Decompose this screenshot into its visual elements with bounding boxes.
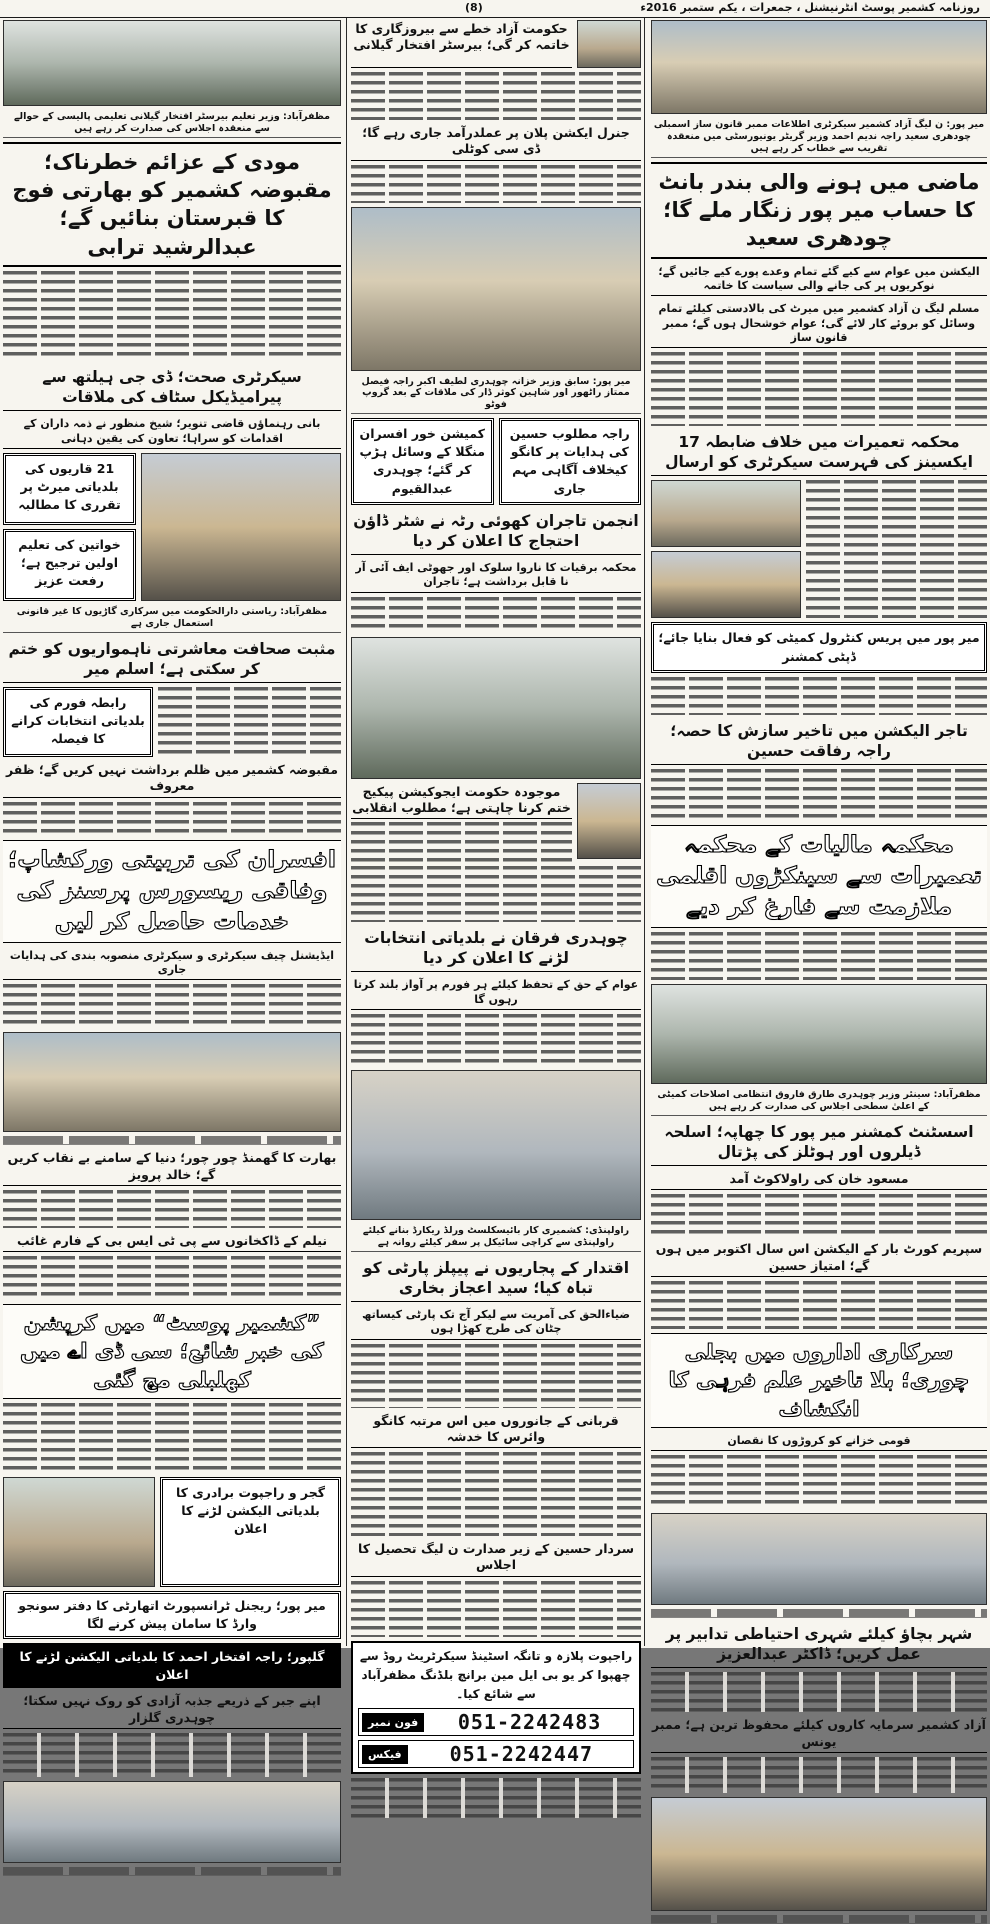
headline-health-secretary: سیکرٹری صحت؛ ڈی جی ہیلتھ سے پیرامیڈیکل سٹاف کی ملاقات xyxy=(3,365,341,411)
body-text xyxy=(351,866,641,922)
photo-crowd-gathering xyxy=(651,20,987,114)
headline-supreme-court: سپریم کورٹ بار کے الیکشن اس سال اکتوبر میں ہوں گے؛ امتیاز حسین xyxy=(651,1240,987,1277)
headline-nleague-session: سردار حسین کے زیر صدارت ن لیگ تحصیل کا اجلاس xyxy=(351,1540,641,1577)
imprint-text: راجپوت پلازہ و تانگہ اسٹینڈ سیکرٹریٹ روڈ سے چھپوا کر یو بی ایل مین برانچ بلڈنگ مظفرآباد سے شائع کیا۔ xyxy=(359,1648,633,1701)
headline-lead-right: ماضی میں ہونے والی بندر بانٹ کا حساب میر پور زنگار ملے گا؛ چودھری سعید xyxy=(651,162,987,259)
headline-ac-raid: اسسٹنٹ کمشنر میر پور کا چھاپہ؛ اسلحہ ڈیلروں اور ہوٹلز کی پڑتال xyxy=(651,1120,987,1166)
body-text xyxy=(3,271,341,361)
deck-furqan: عوام کے حق کے تحفظ کیلئے ہر فورم پر آواز بلند کرتا رہوں گا xyxy=(351,976,641,1010)
photo-caption: مظفرآباد: وزیر تعلیم بیرسٹر افتخار گیلانی تعلیمی پالیسی کے حوالے سے منعقدہ اجلاس کی صدارت کر رہے ہیں xyxy=(3,110,341,138)
body-text xyxy=(806,480,987,618)
photo-caption: میر پور: سابق وزیر خزانہ چوہدری لطیف اکبر راجہ فیصل ممتاز راٹھور اور شاہین کوثر ڈار کی ملاقات کے بعد گروپ فوٹو xyxy=(351,375,641,415)
masthead xyxy=(0,0,990,17)
education-story xyxy=(351,783,641,863)
headline-power-theft: سرکاری اداروں میں بجلی چوری؛ بلا تاخیر علم فرہی کا انکشاف xyxy=(651,1333,987,1428)
deck-line: الیکشن میں عوام سے کیے گئے تمام وعدے پورے کیے جائیں گے؛ نوکریوں پر کی جانے والی سیاست کا خاتمہ xyxy=(651,263,987,297)
body-text xyxy=(3,1403,341,1473)
headline-finance-dismissals: محکمہ مالیات کے محکمہ تعمیرات سے سینکڑوں اقلمی ملازمت سے فارغ کر دیے xyxy=(651,825,987,928)
photo-portrait-official-2 xyxy=(651,551,801,618)
headline-neelum-forms: نیلم کے ڈاکخانوں سے پی ٹی ایس بی کے فارم غائب xyxy=(3,1232,341,1252)
headline-oppression: مقبوضہ کشمیر میں ظلم برداشت نہیں کریں گے؛ ظفر معروف xyxy=(3,761,341,798)
photo-caption-greeked xyxy=(3,1136,341,1145)
headline-furqan-elections: چوہدری فرقان نے بلدیاتی انتخابات لڑنے کا اعلان کر دیا xyxy=(351,926,641,972)
body-text xyxy=(3,1733,341,1777)
photo-award-ceremony xyxy=(351,637,641,779)
body-text xyxy=(351,822,572,862)
deck-training: ایڈیشنل چیف سیکرٹری و سیکرٹری منصوبہ بندی کی ہدایات جاری xyxy=(3,947,341,981)
headline-lead-left: مودی کے عزائم خطرناک؛ مقبوضہ کشمیر کو بھارتی فوج کا قبرستان بنائیں گے؛ عبدالرشید ترابی xyxy=(3,142,341,267)
body-text xyxy=(351,1344,641,1408)
photo-portrait-inqilabi xyxy=(577,783,641,859)
inverted-headline-gulpur: گلپور؛ راجہ افتخار احمد کا بلدیاتی الیکشن لڑنے کا اعلان xyxy=(3,1643,341,1688)
boxed-headline-21-qaris: 21 قاریوں کی بلدیاتی میرٹ پر تقرری کا مطالبہ xyxy=(3,453,136,525)
phone-row xyxy=(358,1708,634,1736)
headline-positive-journalism: مثبت صحافت معاشرتی ناہمواریوں کو ختم کر سکتی ہے؛ اسلم میر xyxy=(3,637,341,683)
boxed-headline-rabta-forum: رابطہ فورم کی بلدیاتی انتخابات کرانے کا فیصلہ xyxy=(3,687,153,757)
boxed-headline-mangla: کمیشن خور افسران منگلا کے وسائل ہڑپ کر گئے؛ چوہدری عبدالقیوم xyxy=(351,418,494,505)
body-text xyxy=(651,1281,987,1329)
top-story xyxy=(351,20,641,68)
deck-health: بانی رہنماؤں قاضی تنویر؛ شیخ منظور نے ذمہ داران کے اقدامات کو سراہا؛ تعاون کی یقین دہانی xyxy=(3,415,341,449)
fax-label: فیکس xyxy=(362,1745,408,1764)
body-text xyxy=(651,1672,987,1712)
headline-tajir: تاجر الیکشن میں تاخیر سازش کا حصہ؛ راجہ رفاقت حسین xyxy=(651,719,987,765)
imprint-box xyxy=(351,1641,641,1775)
photo-conference-table xyxy=(3,20,341,106)
body-text xyxy=(351,1778,641,1818)
body-text xyxy=(651,1455,987,1509)
truck-story xyxy=(3,453,341,601)
right-column xyxy=(651,20,987,1749)
body-text xyxy=(351,1581,641,1637)
headline-gulzar: اپنے جبر کے ذریعے جذبہ آزادی کو روک نہیں سکتا؛ چوہدری گلزار xyxy=(3,1692,341,1729)
headline-education-package: موجودہ حکومت ایجوکیشن پیکیج ختم کرنا چاہتی ہے؛ مطلوب انقلابی xyxy=(351,783,572,820)
education-story-text xyxy=(351,783,572,863)
photo-caption: میر پور: ن لیگ آزاد کشمیر سیکرٹری اطلاعات ممبر قانون ساز اسمبلی چودھری سعید راجہ ندیم احمد وزیر گریٹر یونیورسٹی میں منعقدہ تقریب سے خطاب کر رہے ہیں xyxy=(651,118,987,158)
headline-investment: آزاد کشمیر سرمایہ کاروں کیلئے محفوظ ترین ہے؛ ممبر یونس xyxy=(651,1716,987,1753)
side-boxes xyxy=(3,453,136,601)
body-text xyxy=(651,677,987,715)
boxed-headline-rta-office: میر پور؛ ریجنل ٹرانسپورٹ اتھارٹی کا دفتر سونجو وارڈ کا سامان پیش کرنے لگا xyxy=(3,1591,341,1639)
headline-masood-arrival: مسعود خان کی راولاکوٹ آمد xyxy=(651,1170,987,1190)
headline-officers-workshop: افسران کی تربیتی ورکشاپ؛ وفاقی ریسورس پرسنز کی خدمات حاصل کر لیں xyxy=(3,840,341,943)
photo-committee-meeting xyxy=(651,984,987,1084)
photo-caption: مظفرآباد: ریاستی دارالحکومت میں سرکاری گاڑیوں کا غیر قانونی استعمال جاری ہے xyxy=(3,605,341,633)
body-text xyxy=(3,1256,341,1300)
deck-power-theft: قومی خزانے کو کروڑوں کا نقصان xyxy=(651,1432,987,1451)
body-text xyxy=(351,597,641,633)
middle-column xyxy=(351,20,641,1767)
boxed-pair xyxy=(351,418,641,505)
fax-row xyxy=(358,1740,634,1768)
body-text xyxy=(651,1194,987,1236)
photo-thumb-gilani xyxy=(577,20,641,68)
portrait-stack xyxy=(651,480,801,618)
deck-bukhari: ضیاءالحق کی آمریت سے لیکر آج تک پارٹی کیساتھ چٹان کی طرح کھڑا ہوں xyxy=(351,1306,641,1340)
photo-police-officials-meeting xyxy=(651,1797,987,1911)
body-text xyxy=(3,984,341,1028)
page-number: (8) xyxy=(465,1,483,14)
photo-loaded-truck xyxy=(141,453,341,601)
body-text xyxy=(351,72,641,120)
body-text xyxy=(3,1190,341,1228)
body-text xyxy=(3,802,341,836)
story-with-portraits xyxy=(651,480,987,618)
masthead-rule xyxy=(0,17,990,18)
headline-axians: محکمہ تعمیرات میں خلاف ضابطہ 17 ایکسینز کی فہرست سیکرٹری کو ارسال xyxy=(651,430,987,476)
left-column xyxy=(3,20,341,1725)
body-text xyxy=(351,1452,641,1536)
dateline: روزنامہ کشمیر پوسٹ انٹرنیشنل ، جمعرات ، یکم ستمبر 2016ء xyxy=(640,1,980,14)
column-rule xyxy=(346,18,347,1646)
photo-sofa-meeting xyxy=(351,207,641,371)
photo-caption-greeked xyxy=(3,1867,341,1876)
phone-label: فون نمبر xyxy=(362,1713,424,1732)
boxed-headline-women-education: خواتین کی تعلیم اولین ترجیح ہے؛ رفعت عزیز xyxy=(3,529,136,601)
photo-group-strip xyxy=(3,1781,341,1863)
body-text xyxy=(651,769,987,821)
headline-cda-corruption: ”کشمیر پوسٹ“ میں کرپشن کی خبر شائع؛ سی ڈی اے میں کھلبلی مچ گئی xyxy=(3,1304,341,1399)
body-text xyxy=(651,1757,987,1793)
column-rule xyxy=(644,18,645,1646)
body-text xyxy=(351,165,641,203)
police-salute-row xyxy=(3,1477,341,1587)
boxed-headline-gujjar-rajput: گجر و راجپوت برادری کا بلدیاتی الیکشن لڑنے کا اعلان xyxy=(160,1477,341,1587)
headline-congo-virus-animals: قربانی کے جانوروں میں اس مرتبہ کانگو وائرس کا خدشہ xyxy=(351,1412,641,1449)
phone-number: 051-2242483 xyxy=(457,1710,602,1735)
photo-cyclist-street xyxy=(351,1070,641,1220)
headline-traders-strike: انجمن تاجران کھوئی رٹہ نے شٹر ڈاؤن احتجاج کا اعلان کر دیا xyxy=(351,509,641,555)
photo-caption-greeked xyxy=(651,1915,987,1924)
headline-india-exposed: بھارت کا گھمنڈ چور چور؛ دنیا کے سامنے بے نقاب کریں گے؛ خالد پرویز xyxy=(3,1149,341,1186)
body-text xyxy=(651,352,987,426)
headline-action-plan: جنرل ایکشن پلان پر عملدرآمد جاری رہے گا؛ ڈی سی کوٹلی xyxy=(351,124,641,161)
fax-number: 051-2242447 xyxy=(449,1742,594,1767)
photo-caption: راولپنڈی: کشمیری کار بائیسکلسٹ ورلڈ ریکارڈ بنانے کیلئے راولپنڈی سے کراچی سائیکل پر سفر کیلئے روانہ ہے xyxy=(351,1224,641,1252)
boxed-headline-congo-campaign: راجہ مطلوب حسین کی ہدایات پر کانگو کیخلاف آگاہی مہم جاری xyxy=(499,418,642,505)
photo-police-salute xyxy=(3,1477,155,1587)
rabta-row xyxy=(3,687,341,757)
photo-seminar-group xyxy=(651,1513,987,1605)
headline-unemployment: حکومت آزاد خطے سے بیروزگاری کا خاتمہ کر گی؛ بیرسٹر افتخار گیلانی xyxy=(351,20,572,68)
photo-workshop-hall xyxy=(3,1032,341,1132)
boxed-headline-press-committee: میر پور میں پریس کنٹرول کمیٹی کو فعال بنایا جائے؛ ڈپٹی کمشنر xyxy=(651,622,987,672)
headline-azeez: شہر بچاؤ کیلئے شہری احتیاطی تدابیر پر عمل کریں؛ ڈاکٹر عبدالعزیز xyxy=(651,1622,987,1668)
deck-traders: محکمہ برقیات کا ناروا سلوک اور جھوٹی ایف آئی آر نا قابل برداشت ہے؛ تاجران xyxy=(351,559,641,593)
headline-bukhari-ppp: اقتدار کے پجاریوں نے پیپلز پارٹی کو تباہ کیا؛ سید اعجاز بخاری xyxy=(351,1256,641,1302)
photo-caption: مظفرآباد: سینئر وزیر چوہدری طارق فاروق انتظامی اصلاحات کمیٹی کے اعلیٰ سطحی اجلاس کی صدارت کر رہے ہیں xyxy=(651,1088,987,1116)
deck-line: مسلم لیگ ن آزاد کشمیر میں میرٹ کی بالادستی کیلئے تمام وسائل کو بروئے کار لائے گی؛ عوام خوشحال ہوں گے؛ ممبر قانون ساز xyxy=(651,300,987,348)
body-text xyxy=(158,687,341,757)
body-text xyxy=(651,932,987,980)
photo-portrait-official-1 xyxy=(651,480,801,547)
photo-caption-greeked xyxy=(651,1609,987,1618)
body-text xyxy=(351,1014,641,1066)
